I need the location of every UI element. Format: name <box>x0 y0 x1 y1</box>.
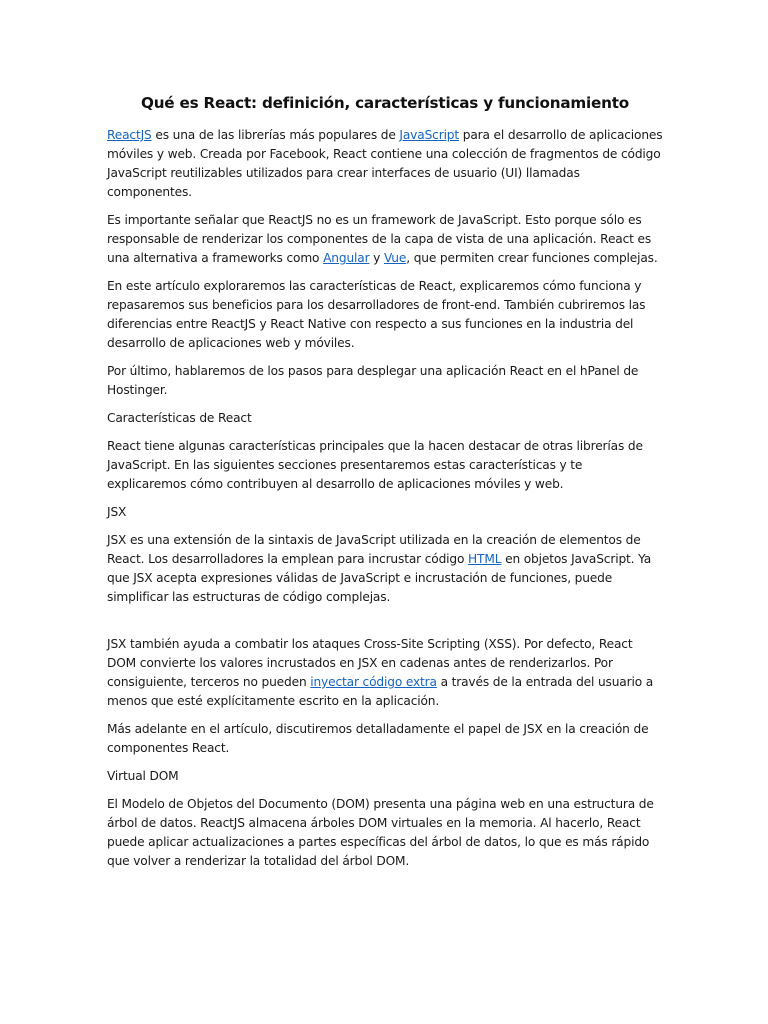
heading-features: Características de React <box>107 411 252 425</box>
paragraph-framework-text-1: Es importante señalar que ReactJS no es un framework de JavaScript. Esto porque sólo es responsable de renderizar los componentes de la capa de vista de una aplicación. React es una alternativa a frameworks como <box>107 213 652 265</box>
paragraph-overview: En este artículo exploraremos las características de React, explicaremos cómo funciona y repasaremos sus beneficios para los desarrolladores de front-end. También cubriremos las diferencias entre ReactJS y React Native con respecto a sus funciones en la industria del desarrollo de aplicaciones web y móviles. <box>107 279 646 350</box>
paragraph-jsx <box>107 531 663 607</box>
paragraph-hostinger: Por último, hablaremos de los pasos para desplegar una aplicación React en el hPanel de Hostinger. <box>107 364 639 397</box>
heading-virtual-dom: Virtual DOM <box>107 769 179 783</box>
document-title: Qué es React: definición, características y funcionamiento <box>140 94 629 112</box>
paragraph-features: React tiene algunas características principales que la hacen destacar de otras librerías de JavaScript. En las siguientes secciones presentaremos estas características y te explicaremos cómo contribuyen al desarrollo de aplicaciones móviles y web. <box>107 439 643 491</box>
paragraph-intro-text-1: es una de las librerías más populares de <box>151 128 400 142</box>
link-inject-code[interactable]: inyectar código extra <box>310 675 437 689</box>
paragraph-virtual-dom: El Modelo de Objetos del Documento (DOM) presenta una página web en una estructura de árbol de datos. ReactJS almacena árboles DOM virtuales en la memoria. Al hacerlo, React puede aplicar actualizaciones a partes específicas del árbol de datos, lo que es más rápido que volver a renderizar la totalidad del árbol DOM. <box>107 797 654 868</box>
paragraph-intro-text-2: para el desarrollo de aplicaciones móviles y web. Creada por Facebook, React contiene una colección de fragmentos de código JavaScript reutilizables utilizados para crear interfaces de usuario (UI) llamadas componentes. <box>107 128 663 199</box>
paragraph-jsx-text-2: en objetos JavaScript. Ya que JSX acepta expresiones válidas de JavaScript e incrustación de funciones, puede simplificar las estructuras de código complejas. <box>107 552 652 604</box>
paragraph-framework-text-2: y <box>369 251 384 265</box>
link-reactjs[interactable]: ReactJS <box>107 128 152 142</box>
link-angular[interactable]: Angular <box>323 251 370 265</box>
link-javascript[interactable]: JavaScript <box>399 128 460 142</box>
paragraph-intro <box>107 126 663 202</box>
link-html[interactable]: HTML <box>468 552 502 566</box>
paragraph-framework-text-3: , que permiten crear funciones complejas. <box>406 251 658 265</box>
paragraph-jsx-later: Más adelante en el artículo, discutiremos detalladamente el papel de JSX en la creación de componentes React. <box>107 722 649 755</box>
paragraph-xss-text-2: a través de la entrada del usuario a menos que esté explícitamente escrito en la aplicación. <box>107 675 654 708</box>
paragraph-xss <box>107 635 663 711</box>
link-vue[interactable]: Vue <box>383 251 407 265</box>
paragraph-xss-text-1: JSX también ayuda a combatir los ataques Cross-Site Scripting (XSS). Por defecto, React DOM convierte los valores incrustados en JSX en cadenas antes de renderizarlos. Por consiguiente, terceros no pueden <box>107 637 633 689</box>
document-page <box>107 92 663 880</box>
paragraph-jsx-text-1: JSX es una extensión de la sintaxis de JavaScript utilizada en la creación de elementos de React. Los desarrolladores la emplean para incrustar código <box>107 533 641 566</box>
heading-jsx: JSX <box>107 505 127 519</box>
paragraph-framework <box>107 211 663 268</box>
